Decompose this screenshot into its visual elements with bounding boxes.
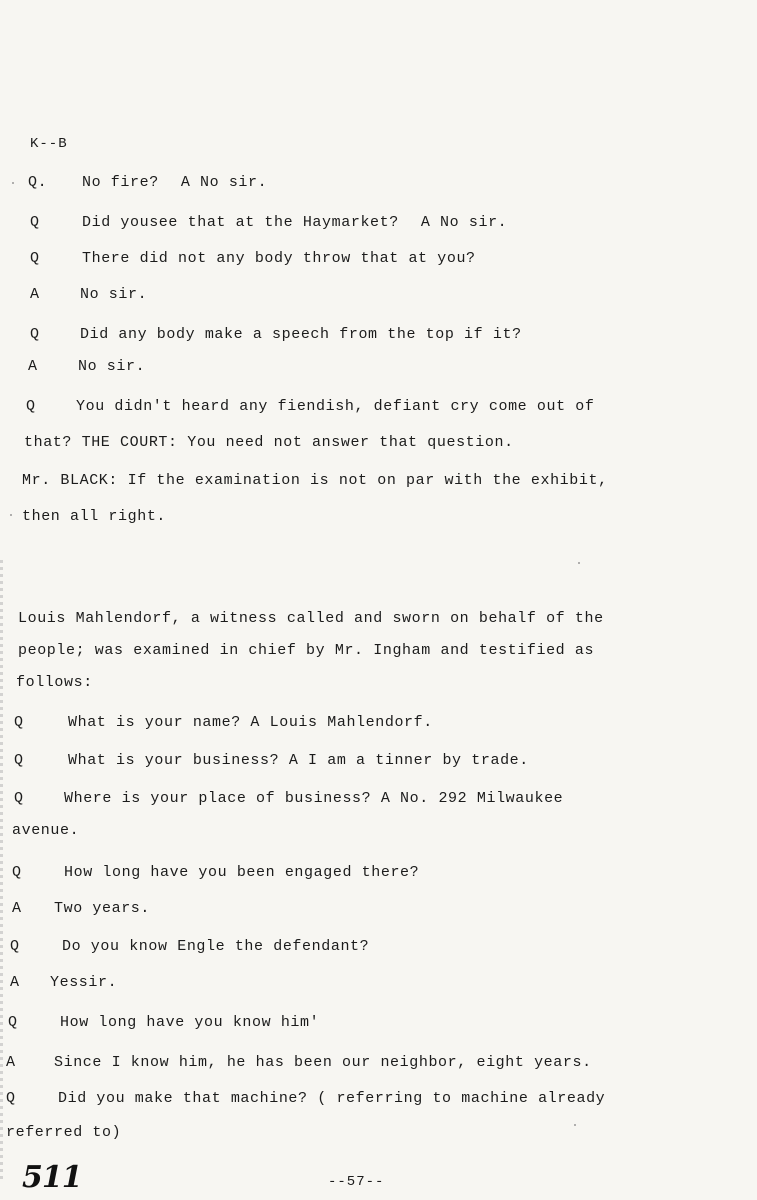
scan-speck (12, 182, 14, 184)
line-text: No sir. (78, 358, 146, 375)
line-text: What is your name? A Louis Mahlendorf. (68, 714, 433, 731)
line-label: Q (26, 398, 36, 415)
line-text: You didn't heard any fiendish, defiant cry come out of (76, 398, 595, 415)
line-text: then all right. (22, 508, 167, 525)
transcript-line-25 (6, 1124, 121, 1142)
transcript-line-1 (28, 174, 267, 192)
line-label: Q (14, 714, 24, 731)
line-answer: A No sir. (420, 214, 508, 231)
line-label: Q (14, 752, 24, 769)
line-text: people; was examined in chief by Mr. Ingham and testified as (18, 642, 595, 659)
transcript-line-21 (10, 974, 117, 992)
transcript-line-2 (30, 214, 507, 232)
line-label: Q (12, 864, 22, 881)
line-label: A (28, 358, 38, 375)
transcript-line-7 (26, 398, 594, 416)
transcript-line-3 (30, 250, 476, 268)
transcript-line-16 (14, 790, 563, 808)
line-text: How long have you know him' (60, 1014, 320, 1031)
line-text: avenue. (12, 822, 80, 839)
transcript-line-22 (8, 1014, 319, 1032)
line-label: Q (30, 250, 40, 267)
line-label: A (10, 974, 20, 991)
transcript-line-12 (18, 642, 594, 660)
line-text: Mr. BLACK: If the examination is not on par with the exhibit, (22, 472, 608, 489)
line-text: What is your business? A I am a tinner by trade. (68, 752, 529, 769)
line-answer: A No sir. (180, 174, 268, 191)
line-label: Q (30, 214, 40, 231)
transcript-line-13 (16, 674, 93, 692)
line-text: No fire? (82, 174, 159, 191)
transcript-line-19 (12, 900, 150, 918)
line-text: follows: (16, 674, 93, 691)
line-text: Do you know Engle the defendant? (62, 938, 370, 955)
line-text: Yessir. (50, 974, 118, 991)
line-label: Q (30, 326, 40, 343)
transcript-line-15 (14, 752, 529, 770)
transcript-line-4 (30, 286, 147, 304)
transcript-line-23 (6, 1054, 592, 1072)
line-label: Q (6, 1090, 16, 1107)
line-label: A (30, 286, 40, 303)
transcript-line-10 (22, 508, 166, 526)
line-text: There did not any body throw that at you? (82, 250, 476, 267)
transcript-line-14 (14, 714, 433, 732)
transcript-line-11 (18, 610, 604, 628)
line-label: Q. (28, 174, 48, 191)
line-text: Two years. (54, 900, 151, 917)
transcript-line-18 (12, 864, 419, 882)
page-header: K--B (30, 136, 68, 152)
scan-speck (574, 1124, 576, 1126)
line-text: referred to) (6, 1124, 122, 1141)
line-text: No sir. (80, 286, 148, 303)
transcript-line-24 (6, 1090, 605, 1108)
line-label: Q (14, 790, 24, 807)
line-text: that? THE COURT: You need not answer that question. (24, 434, 514, 451)
line-label: Q (8, 1014, 18, 1031)
transcript-line-8 (24, 434, 514, 452)
line-label: A (12, 900, 22, 917)
scan-edge-marks (0, 560, 3, 1180)
scan-speck (578, 562, 580, 564)
transcript-line-9 (22, 472, 608, 490)
line-text: Did you make that machine? ( referring to machine already (58, 1090, 606, 1107)
line-text: Did yousee that at the Haymarket? (82, 214, 399, 231)
line-text: Since I know him, he has been our neighbor, eight years. (54, 1054, 592, 1071)
line-text: Louis Mahlendorf, a witness called and sworn on behalf of the (18, 610, 604, 627)
line-label: A (6, 1054, 16, 1071)
transcript-line-17 (12, 822, 79, 840)
line-text: Did any body make a speech from the top if it? (80, 326, 522, 343)
transcript-line-20 (10, 938, 369, 956)
line-text: How long have you been engaged there? (64, 864, 420, 881)
transcript-line-6 (28, 358, 145, 376)
transcript-line-5 (30, 326, 522, 344)
scan-speck (10, 514, 12, 516)
line-text: Where is your place of business? A No. 292 Milwaukee (64, 790, 564, 807)
line-label: Q (10, 938, 20, 955)
page-number: --57-- (328, 1174, 385, 1190)
handwritten-page-number: 511 (22, 1160, 82, 1195)
